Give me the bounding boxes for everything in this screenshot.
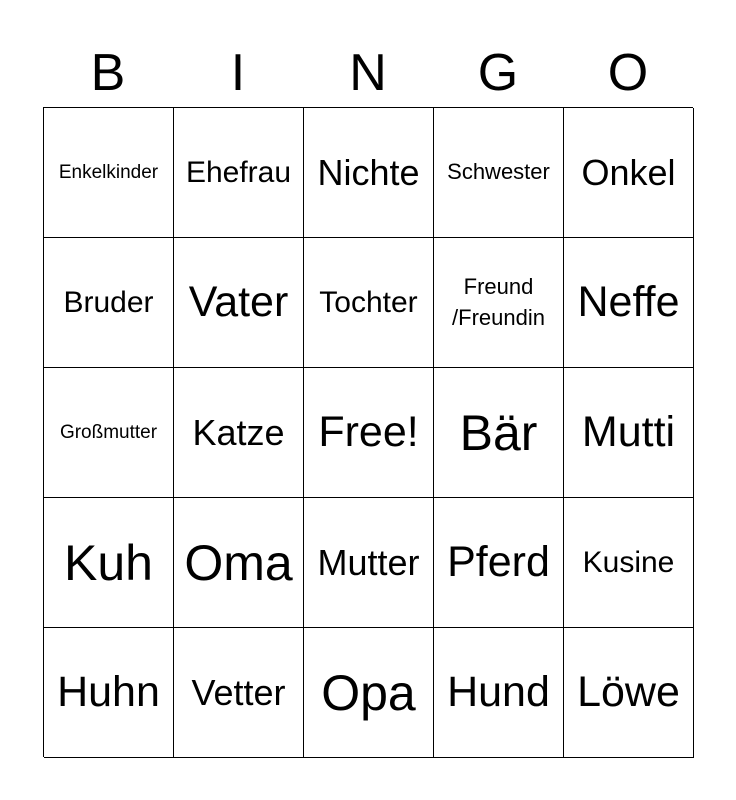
bingo-grid	[43, 107, 693, 757]
bingo-cell[interactable]: Freund /Freundin	[434, 238, 564, 368]
bingo-cell[interactable]: Vater	[174, 238, 304, 368]
header-letter-o: O	[607, 44, 649, 102]
bingo-cell[interactable]: Löwe	[564, 628, 694, 758]
bingo-cell[interactable]: Vetter	[174, 628, 304, 758]
bingo-cell[interactable]: Pferd	[434, 498, 564, 628]
bingo-cell[interactable]: Hund	[434, 628, 564, 758]
bingo-header	[43, 38, 693, 108]
bingo-cell[interactable]: Opa	[304, 628, 434, 758]
bingo-cell[interactable]: Kusine	[564, 498, 694, 628]
free-space-cell[interactable]: Free!	[304, 368, 434, 498]
bingo-cell[interactable]: Tochter	[304, 238, 434, 368]
bingo-cell[interactable]: Ehefrau	[174, 108, 304, 238]
header-letter-g: G	[477, 44, 519, 102]
header-letter-i: I	[230, 44, 246, 102]
header-letter-n: N	[349, 44, 387, 102]
bingo-cell[interactable]: Katze	[174, 368, 304, 498]
bingo-cell[interactable]: Huhn	[44, 628, 174, 758]
bingo-cell[interactable]: Kuh	[44, 498, 174, 628]
bingo-cell[interactable]: Oma	[174, 498, 304, 628]
bingo-cell[interactable]: Mutti	[564, 368, 694, 498]
bingo-cell[interactable]: Bär	[434, 368, 564, 498]
header-letter-b: B	[90, 44, 126, 102]
bingo-cell[interactable]: Bruder	[44, 238, 174, 368]
bingo-cell[interactable]: Mutter	[304, 498, 434, 628]
bingo-cell[interactable]: Nichte	[304, 108, 434, 238]
bingo-cell[interactable]: Schwester	[434, 108, 564, 238]
bingo-cell[interactable]: Enkelkinder	[44, 108, 174, 238]
bingo-cell[interactable]: Großmutter	[44, 368, 174, 498]
bingo-cell[interactable]: Onkel	[564, 108, 694, 238]
bingo-cell[interactable]: Neffe	[564, 238, 694, 368]
